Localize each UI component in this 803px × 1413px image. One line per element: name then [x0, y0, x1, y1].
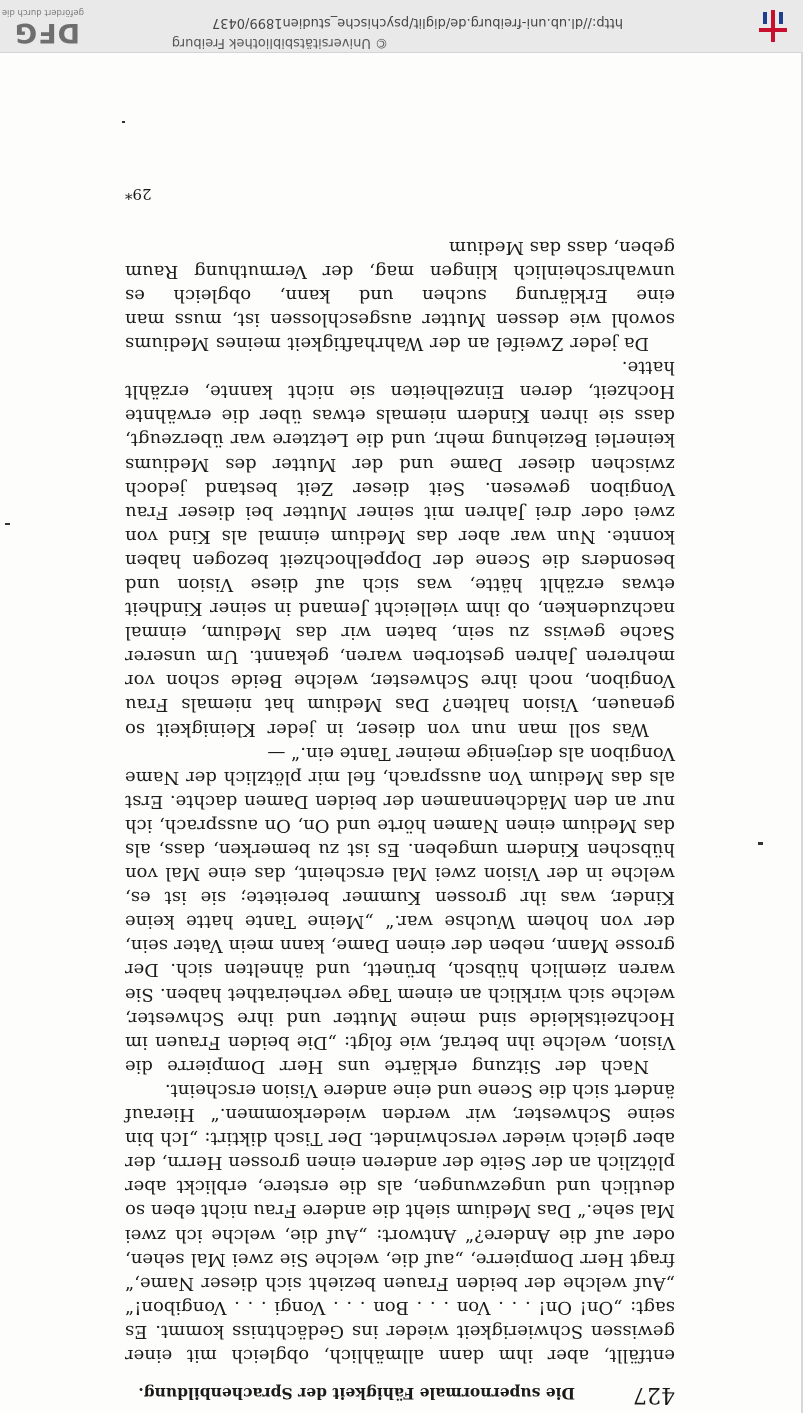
scan-speck [5, 523, 10, 525]
permalink-url[interactable]: http://dl.ub.uni-freiburg.de/diglit/psychische_studien1899/0437 [211, 15, 623, 30]
dfg-logo-text: DFG [13, 17, 80, 48]
viewer-bar [0, 0, 803, 53]
page-header [125, 1377, 675, 1407]
copyright-text: © Universitätsbibliothek Freiburg [171, 35, 388, 50]
body-text [125, 235, 675, 1367]
page-number: 427 [633, 1382, 675, 1407]
dfg-subtitle: gefördert durch die [1, 7, 84, 17]
university-logo-icon[interactable] [753, 6, 793, 46]
paragraph-4: Da jeder Zweifel an der Wahrhaftigkeit meines Mediums sowohl wie dessen Mutter ausgeschlossen ist, muss man eine Erklärung suchen und kann, obgleich es unwahrscheinlich klingen mag, der Vermuthung Raum geben, dass das Medium [125, 236, 675, 355]
signature-mark: 29* [125, 185, 152, 203]
paragraph-3: Was soll man nun von dieser, in jeder Kleinigkeit so genauen, Vision halten? Das Medium hat niemals Frau Vongibon, noch ihre Schwester, welche Beide schon vor mehreren Jahren gestorben waren, gekannt. Um unserer Sache gewiss zu sein, baten wir das Medium, einmal nachzudenken, ob ihm vielleicht Jemand in seiner Kindheit etwas erzählt hätte, was sich auf diese Vision und besonders die Scene der Doppelhochzeit bezogen haben konnte. Nun war aber das Medium einmal als Kind von zwei oder drei Jahren mit seiner Mutter bei dieser Frau Vongibon gewesen. Seit dieser Zeit bestand jedoch zwischen dieser Dame und der Mutter des Mediums keinerlei Beziehung mehr, und die Letztere war überzeugt, dass sie ihren Kindern niemals etwas über die erwähnte Hochzeit, deren Einzelheiten sie nicht kannte, erzählt hatte. [125, 357, 675, 740]
running-title: Die supernormale Fähigkeit der Sprachenbildung. [138, 1384, 575, 1403]
paragraph-1: entfällt, aber ihm dann allmählich, obgleich mit einer gewissen Schwierigkeit wieder ins Gedächtniss kommt. Es sagt: „On! On! . . . Von . . . Bon . . . Vongi . . . Vongibon!“ „Auf welche der beiden Frauen bezieht sich dieser Name,“ fragt Herr Dompierre, „auf die, welche Sie zwei Mal sehen, oder auf die Andere?“ Antwort: „Auf die, welche ich zwei Mal sehe.“ Das Medium sieht die andere Frau nicht eben so deutlich und ungezwungen, als die erstere, erblickt aber plötzlich an der Seite der anderen einen grossen Herrn, der aber gleich wieder verschwindet. Der Tisch diktirt: „Ich bin seine Schwester, wir werden wiederkommen.“ Hierauf ändert sich die Scene und eine andere Vision erscheint. [125, 1079, 675, 1366]
scan-speck [122, 121, 125, 123]
paragraph-2: Nach der Sitzung erklärte uns Herr Dompierre die Vision, welche ihn betraf, wie folgt: „Die beiden Frauen im Hochzeitskleide sind meine Mutter und ihre Schwester, welche sich wirklich an einem Tage verheirathet haben. Sie waren ziemlich hübsch, brünett, und ähnelten sich. Der grosse Mann, neben der einen Dame, kann mein Vater sein, der von hohem Wuchse war.“ „Meine Tante hatte keine Kinder, was ihr grossen Kummer bereitete; sie ist es, welche in der Vision zwei Mal erscheint, das eine Mal von hübschen Kindern umgeben. Es ist zu bemerken, dass, als das Medium einen Namen hörte und On, On aussprach, ich nur an den Mädchennamen der beiden Damen dachte. Erst als das Medium Von aussprach, fiel mir plötzlich der Name Vongibon als derjenige meiner Tante ein.“ — [125, 742, 675, 1077]
dfg-logo[interactable] [1, 4, 86, 48]
scan-speck [758, 842, 763, 845]
